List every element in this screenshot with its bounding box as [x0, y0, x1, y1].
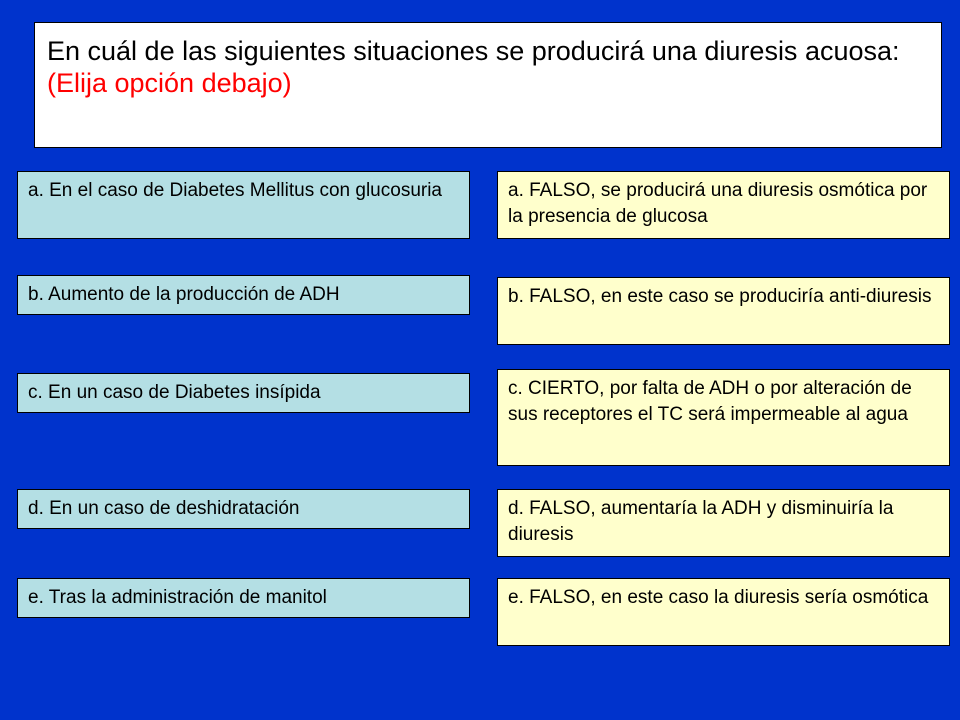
question-hint: (Elija opción debajo) [47, 68, 292, 98]
option-a[interactable] [17, 171, 470, 239]
question-box [34, 22, 942, 148]
answer-e [497, 578, 950, 646]
answer-a-text: a. FALSO, se producirá una diuresis osmótica por la presencia de glucosa [508, 180, 928, 227]
answer-b [497, 277, 950, 345]
answer-d [497, 489, 950, 557]
question-text: En cuál de las siguientes situaciones se producirá una diuresis acuosa: [47, 36, 900, 66]
answer-e-text: e. FALSO, en este caso la diuresis sería osmótica [508, 587, 929, 608]
option-e[interactable] [17, 578, 470, 618]
option-b[interactable] [17, 275, 470, 315]
option-c[interactable] [17, 373, 470, 413]
answer-c [497, 369, 950, 466]
option-d-label: d. En un caso de deshidratación [28, 498, 300, 519]
option-b-label: b. Aumento de la producción de ADH [28, 284, 340, 305]
answer-a [497, 171, 950, 239]
answer-c-text: c. CIERTO, por falta de ADH o por alteración de sus receptores el TC será impermeable al agua [508, 378, 912, 425]
answer-b-text: b. FALSO, en este caso se produciría anti-diuresis [508, 286, 932, 307]
option-e-label: e. Tras la administración de manitol [28, 587, 327, 608]
option-a-label: a. En el caso de Diabetes Mellitus con glucosuria [28, 180, 443, 201]
option-c-label: c. En un caso de Diabetes insípida [28, 382, 321, 403]
option-d[interactable] [17, 489, 470, 529]
answer-d-text: d. FALSO, aumentaría la ADH y disminuiría la diuresis [508, 498, 894, 545]
